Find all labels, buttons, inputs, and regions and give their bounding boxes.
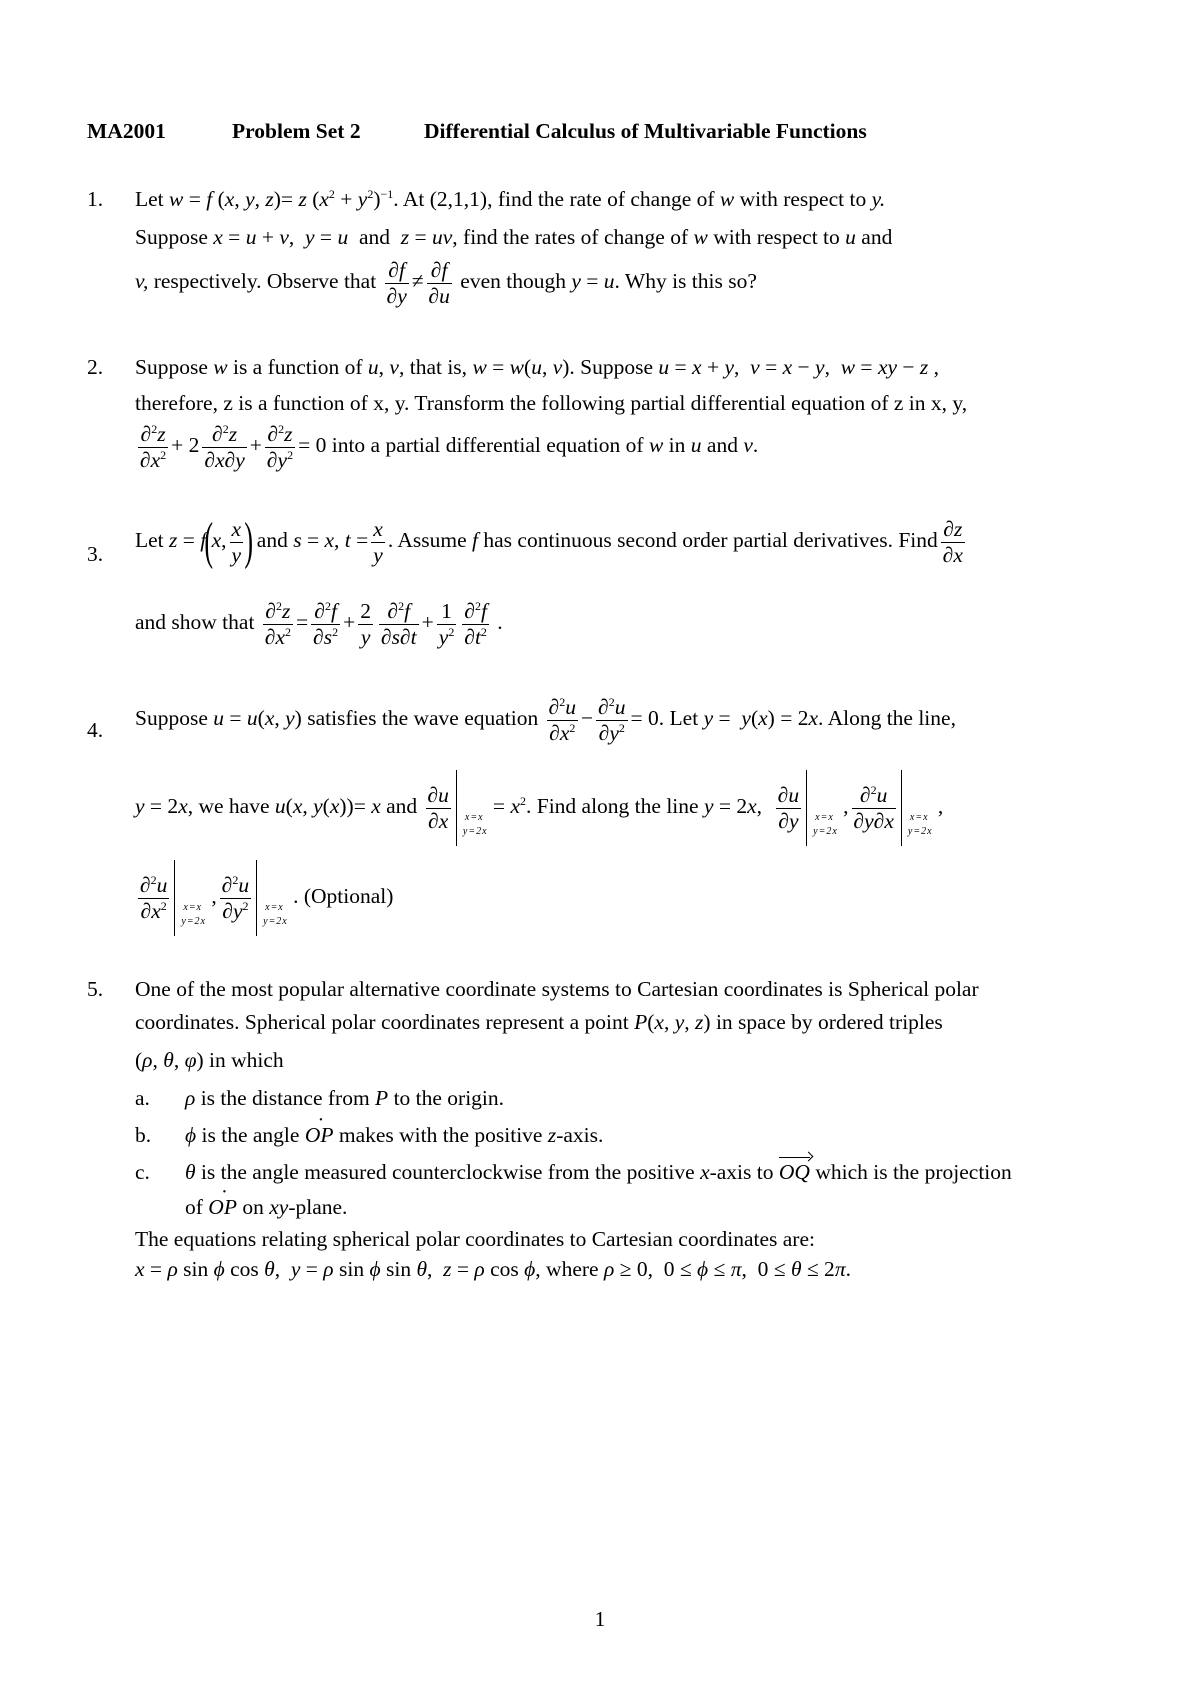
- problem-number: 5.: [87, 977, 104, 1001]
- equation: y = 2x: [135, 793, 188, 818]
- problem-3-line-2: and show that $\frac{\partial^2z}{\partial x^2}$ = $\frac{\partial^2f}{\partial s^2}$ + $\frac{2}{y}$ $\frac{\partial^2f}{\partial s\partial t}$ + $\frac{1}{y^2}$ $\frac{\partial^2f}{\partial t^2}$ .: [135, 599, 503, 649]
- problem-4-line-3: $\frac{\partial^2u}{\partial x^2}$ x=x y=2x , $\frac{\partial^2u}{\partial y^2}$ x=x y=2x . (Optional): [135, 860, 393, 936]
- problem-5-line-1: One of the most popular alternative coordinate systems to Cartesian coordinates is Spherical polar: [135, 977, 979, 1001]
- equation: (ρ, θ, φ): [135, 1048, 204, 1072]
- problem-5-equations: x = ρ sin ϕ cos θ, y = ρ sin ϕ sin θ, z = ρ cos ϕ, where ρ ≥ 0, 0 ≤ ϕ ≤ π, 0 ≤ θ ≤ 2π.: [135, 1257, 851, 1281]
- equation: $\frac{\partial^2z}{\partial x^2}$ + 2 $\frac{\partial^2z}{\partial x\partial y}$ + $\frac{\partial^2z}{\partial y^2}$ = 0: [140, 422, 327, 472]
- problem-4-line-2: y = 2x, we have u(x, y(x))= x and $\frac{\partial u}{\partial x}$ x=x y=2x = $x^2$. Find along the line y = 2x, $\frac{\partial u}{\partial y}$ x=x y=2x , $\frac{\partial^2u}{\partial y\partial x}$ x=x y=2x ,: [135, 770, 943, 846]
- problem-5-line-3: (ρ, θ, φ) in which: [135, 1048, 284, 1072]
- problem-1-line-2: Suppose x = u + v, y = u and z = uv, find the rates of change of w with respect to u and: [135, 225, 893, 249]
- list-item-marker: c.: [135, 1160, 150, 1184]
- equation: ρ ≥ 0, 0 ≤ ϕ ≤ π, 0 ≤ θ ≤ 2π.: [603, 1257, 851, 1281]
- problem-3-line-1: Let z = f(x, $\frac{x}{y}$ ) and s = x, t = $\frac{x}{y}$ . Assume f has continuous second order partial derivatives. Find $\frac{\partial z}{\partial x}$: [135, 516, 968, 568]
- problem-2-line-2: therefore, z is a function of x, y. Transform the following partial differential equation of z in x, y,: [135, 391, 968, 415]
- problem-1-line-1: Let w = f (x, y, z)= z $(x^2 + y^2)^{-1}$. At (2,1,1), find the rate of change of w with respect to y.: [135, 186, 886, 211]
- problem-number: 2.: [87, 355, 104, 379]
- equation: $\frac{\partial u}{\partial x}$ x=x y=2x = $x^2$: [423, 794, 526, 818]
- equation: P(x, y, z): [634, 1010, 711, 1034]
- equation: w = f (x, y, z)= z $(x^2 + y^2)^{-1}$: [169, 186, 394, 211]
- problem-2-line-1: Suppose w is a function of u, v, that is, w = w(u, v). Suppose u = x + y, v = x − y, w = xy − z ,: [135, 355, 940, 379]
- problem-number: 4.: [87, 718, 104, 742]
- problem-1-line-3: v, respectively. Observe that $\frac{\partial f}{\partial y}$ ≠ $\frac{\partial f}{\partial u}$ even though y = u. Why is this so?: [135, 258, 757, 308]
- equation: $\frac{\partial^2u}{\partial x^2}$ x=x y=2x , $\frac{\partial^2u}{\partial y^2}$ x=x y=2x: [135, 884, 293, 908]
- list-item: ϕ is the angle OP · makes with the positive z-axis.: [185, 1122, 603, 1149]
- equation: s = x, t = $\frac{x}{y}$: [293, 516, 383, 567]
- equation: y = 2x, $\frac{\partial u}{\partial y}$ x=x y=2x , $\frac{\partial^2u}{\partial y\partial x}$ x=x y=2x ,: [704, 794, 943, 818]
- problem-5-line-2: coordinates. Spherical polar coordinates represent a point P(x, y, z) in space by ordered triples: [135, 1010, 943, 1034]
- list-item-marker: b.: [135, 1123, 152, 1147]
- problem-number: 3.: [87, 542, 104, 566]
- problem-set-title: Problem Set 2: [232, 119, 361, 143]
- equation: u(x, y(x))= x: [274, 793, 381, 818]
- equation: w = w(u, v): [472, 355, 570, 379]
- problem-number: 1.: [87, 187, 104, 211]
- equation: x = u + v, y = u and z = uv: [213, 225, 453, 249]
- equation: $\frac{\partial^2u}{\partial x^2}$ − $\frac{\partial^2u}{\partial y^2}$ = 0: [548, 695, 659, 745]
- problem-4-line-1: Suppose u = u(x, y) satisfies the wave equation $\frac{\partial^2u}{\partial x^2}$ − $\frac{\partial^2u}{\partial y^2}$ = 0. Let y = y(x) = 2x. Along the line,: [135, 695, 956, 745]
- equation: u = u(x, y): [213, 706, 302, 731]
- equation: z = f(x, $\frac{x}{y}$ ): [169, 513, 254, 570]
- problem-set-topic: Differential Calculus of Multivariable Functions: [424, 119, 867, 143]
- equation: x = ρ sin ϕ cos θ, y = ρ sin ϕ sin θ, z = ρ cos ϕ: [135, 1257, 536, 1281]
- list-item: θ is the angle measured counterclockwise from the positive x-axis to OQ which is the projection: [185, 1160, 1012, 1184]
- equation: $\frac{\partial f}{\partial y}$ ≠ $\frac{\partial f}{\partial u}$: [386, 258, 450, 308]
- equation: u = x + y, v = x − y, w = xy − z ,: [658, 355, 940, 379]
- list-item-marker: a.: [135, 1086, 150, 1110]
- equation: $\frac{\partial z}{\partial x}$: [942, 516, 963, 567]
- list-item-continuation: of OP · on xy-plane.: [185, 1194, 347, 1221]
- page-number: 1: [594, 1607, 606, 1631]
- problem-5-closing-line: The equations relating spherical polar coordinates to Cartesian coordinates are:: [135, 1227, 815, 1251]
- course-code: MA2001: [87, 119, 166, 143]
- problem-2-line-3: $\frac{\partial^2z}{\partial x^2}$ + 2 $\frac{\partial^2z}{\partial x\partial y}$ + $\frac{\partial^2z}{\partial y^2}$ = 0 into a partial differential equation of w in u and v.: [135, 423, 758, 471]
- equation: y = y(x) = 2x: [703, 706, 818, 731]
- equation: y = u: [571, 269, 615, 293]
- list-item: ρ is the distance from P to the origin.: [185, 1086, 505, 1110]
- equation: $\frac{\partial^2z}{\partial x^2}$ = $\frac{\partial^2f}{\partial s^2}$ + $\frac{2}{y}$ $\frac{\partial^2f}{\partial s\partial t}$ + $\frac{1}{y^2}$ $\frac{\partial^2f}{\partial t^2}$ .: [264, 599, 503, 649]
- equation: (2,1,1): [429, 187, 488, 211]
